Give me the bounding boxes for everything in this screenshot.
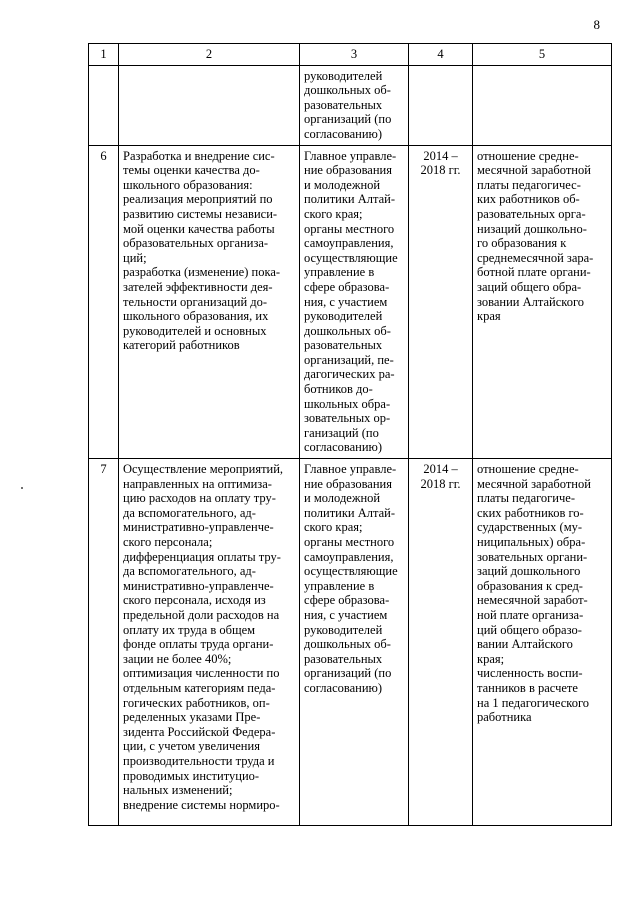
text-line: осуществляющие: [304, 250, 398, 265]
text-line: ского персонала;: [123, 535, 213, 549]
text-line: органы местного: [304, 535, 395, 549]
text-line: руководителей: [304, 622, 383, 637]
text-line: зовательных ор-: [304, 411, 391, 426]
text-line: ниципальных) обра-: [477, 535, 586, 549]
text-line: руководителей и основных: [123, 323, 267, 338]
text-line: согласованию): [304, 440, 383, 455]
text-line: тельности организаций до-: [123, 294, 268, 309]
text-line: ние образования: [304, 476, 392, 491]
text-line: заций общего обра-: [477, 279, 582, 294]
text-line: немесячной заработ-: [477, 593, 588, 608]
text-line: края: [477, 309, 501, 324]
text-line: осуществляющие: [304, 564, 398, 579]
text-line: управление в: [304, 265, 375, 280]
row-number: [89, 65, 119, 145]
text-line: зовании Алтайского: [477, 294, 585, 309]
header-col-3: 3: [300, 44, 409, 66]
indicators-cell: [473, 65, 612, 145]
plan-table: [88, 43, 612, 826]
text-line: заций дошкольного: [477, 564, 581, 579]
text-line: дифференциация оплаты тру-: [123, 549, 281, 564]
period-cell: [409, 145, 473, 458]
text-line: го образования к: [477, 236, 567, 251]
text-line: самоуправления,: [304, 236, 394, 251]
text-line: отношение средне-: [477, 462, 579, 477]
text-line: разовательных: [304, 97, 383, 112]
executors-cell: [300, 65, 409, 145]
text-line: дошкольных об-: [304, 83, 391, 98]
indicators-cell: [473, 145, 612, 458]
text-line: зидента Российской Федера-: [123, 724, 276, 739]
text-line: 2018 гг.: [420, 163, 461, 178]
text-line: ной плате организа-: [477, 607, 584, 622]
text-line: дагогических ра-: [304, 367, 395, 382]
text-line: вании Алтайского: [477, 637, 573, 652]
text-line: дошкольных об-: [304, 637, 391, 652]
text-line: развитию системы независи-: [123, 206, 278, 221]
text-line: да вспомогательного, ад-: [123, 564, 256, 579]
text-line: Главное управле-: [304, 148, 397, 163]
text-line: разработка (изменение) пока-: [123, 265, 281, 280]
text-line: образования к сред-: [477, 578, 583, 593]
text-line: края;: [477, 651, 505, 666]
period-cell: [409, 65, 473, 145]
text-line: Главное управле-: [304, 462, 397, 477]
text-line: образовательных организа-: [123, 236, 269, 251]
text-line: ций общего образо-: [477, 622, 582, 637]
text-line: министративно-управленче-: [123, 578, 274, 593]
period-cell: [409, 459, 473, 826]
scan-dot: [21, 487, 23, 489]
text-line: сфере образова-: [304, 593, 390, 608]
text-line: ского персонала, исходя из: [123, 593, 266, 608]
text-line: платы педагогиче-: [477, 491, 575, 506]
text-line: дошкольных об-: [304, 323, 391, 338]
text-line: ния, с участием: [304, 607, 388, 622]
text-line: реализация мероприятий по: [123, 192, 273, 207]
text-line: сударственных (му-: [477, 520, 583, 535]
text-line: ние образования: [304, 163, 392, 178]
text-line: численность воспи-: [477, 666, 583, 681]
activity-cell: [119, 459, 300, 826]
header-col-4: 4: [409, 44, 473, 66]
text-line: нальных изменений;: [123, 783, 233, 798]
text-line: ких работников об-: [477, 192, 580, 207]
text-line: органы местного: [304, 221, 395, 236]
text-line: согласованию): [304, 680, 383, 695]
row-number: 6: [89, 145, 119, 458]
text-line: ганизаций (по: [304, 425, 379, 440]
text-line: оптимизация численности по: [123, 666, 280, 681]
executors-cell: [300, 459, 409, 826]
text-line: руководителей: [304, 68, 383, 83]
text-line: политики Алтай-: [304, 505, 396, 520]
text-line: направленных на оптимиза-: [123, 476, 272, 491]
header-row: [89, 44, 612, 66]
text-line: мой оценки качества работы: [123, 221, 275, 236]
text-line: разовательных: [304, 651, 383, 666]
text-line: школьного образования:: [123, 177, 253, 192]
row-number: 7: [89, 459, 119, 826]
text-line: и молодежной: [304, 491, 381, 506]
header-col-5: 5: [473, 44, 612, 66]
text-line: работника: [477, 710, 532, 725]
text-line: организаций, пе-: [304, 352, 394, 367]
activity-cell: [119, 65, 300, 145]
text-line: ского края;: [304, 206, 363, 221]
text-line: ния, с участием: [304, 294, 388, 309]
text-line: разовательных: [304, 338, 383, 353]
text-line: школьного образования, их: [123, 309, 269, 324]
header-col-2: 2: [119, 44, 300, 66]
text-line: ределенных указами Пре-: [123, 710, 261, 725]
text-line: управление в: [304, 578, 375, 593]
text-line: организаций (по: [304, 112, 392, 127]
text-line: предельной доли расходов на: [123, 607, 280, 622]
page-number: 8: [593, 17, 600, 32]
text-line: отношение средне-: [477, 148, 579, 163]
activity-cell: [119, 145, 300, 458]
text-line: месячной заработной: [477, 476, 591, 491]
text-line: производительности труда и: [123, 753, 275, 768]
text-line: ботников до-: [304, 382, 373, 397]
text-line: да вспомогательного, ад-: [123, 505, 256, 520]
table-row: [89, 459, 612, 826]
header-col-1: 1: [89, 44, 119, 66]
text-line: низаций дошкольно-: [477, 221, 587, 236]
text-line: на 1 педагогического: [477, 695, 590, 710]
text-line: 2014 –: [423, 148, 458, 163]
text-line: Разработка и внедрение сис-: [123, 148, 275, 163]
text-line: месячной заработной: [477, 163, 591, 178]
text-line: сфере образова-: [304, 279, 390, 294]
text-line: организаций (по: [304, 666, 392, 681]
text-line: согласованию): [304, 126, 383, 141]
indicators-cell: [473, 459, 612, 826]
text-line: Осуществление мероприятий,: [123, 462, 284, 477]
text-line: темы оценки качества до-: [123, 163, 260, 178]
text-line: проводимых институцио-: [123, 768, 260, 783]
text-line: политики Алтай-: [304, 192, 396, 207]
table-row: [89, 65, 612, 145]
text-line: категорий работников: [123, 338, 240, 353]
text-line: ботной плате органи-: [477, 265, 591, 280]
text-line: 2014 –: [423, 462, 458, 477]
text-line: среднемесячной зара-: [477, 250, 594, 265]
text-line: фонде оплаты труда органи-: [123, 637, 274, 652]
text-line: внедрение системы нормиро-: [123, 797, 280, 812]
text-line: зовательных органи-: [477, 549, 588, 564]
text-line: оплату их труда в общем: [123, 622, 256, 637]
text-line: самоуправления,: [304, 549, 394, 564]
table-row: [89, 145, 612, 458]
text-line: цию расходов на оплату тру-: [123, 491, 276, 506]
text-line: министративно-управленче-: [123, 520, 274, 535]
text-line: платы педагогичес-: [477, 177, 581, 192]
text-line: руководителей: [304, 309, 383, 324]
text-line: гогических работников, оп-: [123, 695, 270, 710]
text-line: школьных обра-: [304, 396, 391, 411]
text-line: танников в расчете: [477, 680, 578, 695]
text-line: отдельным категориям педа-: [123, 680, 276, 695]
text-line: разовательных орга-: [477, 206, 586, 221]
executors-cell: [300, 145, 409, 458]
text-line: зателей эффективности дея-: [123, 279, 273, 294]
text-line: ского края;: [304, 520, 363, 535]
text-line: ций;: [123, 250, 147, 265]
text-line: и молодежной: [304, 177, 381, 192]
text-line: 2018 гг.: [420, 476, 461, 491]
text-line: ции, с учетом увеличения: [123, 739, 260, 754]
text-line: ских работников го-: [477, 505, 584, 520]
text-line: зации не более 40%;: [123, 651, 232, 666]
